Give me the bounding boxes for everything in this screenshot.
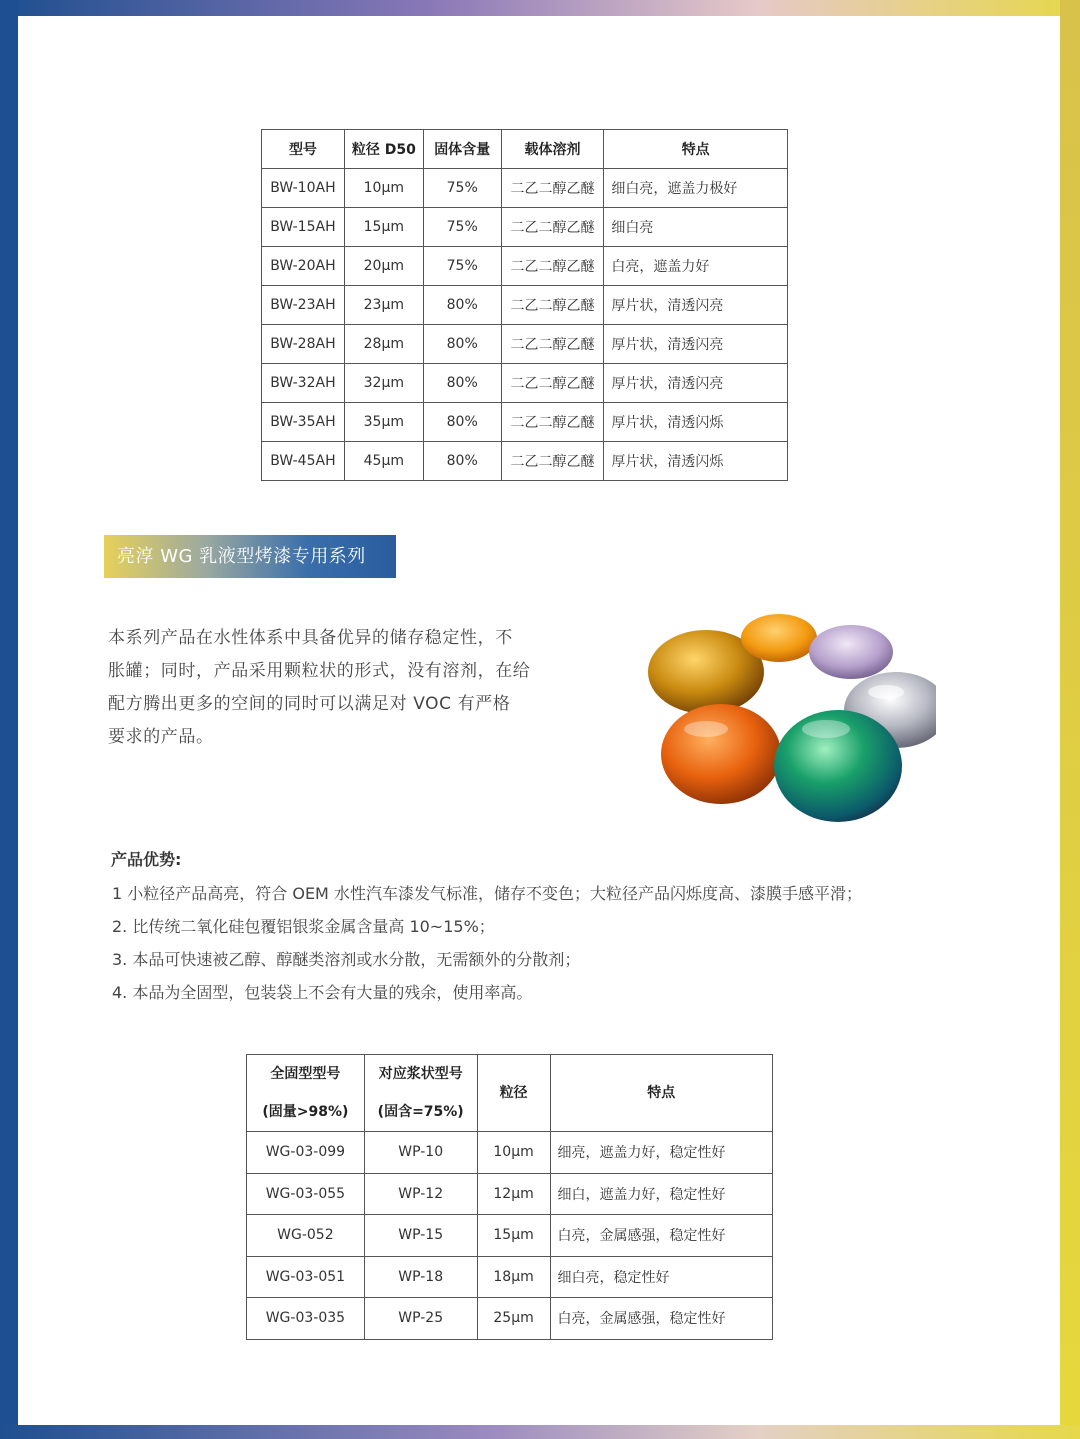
table-cell: 二乙二醇乙醚 <box>501 325 604 364</box>
disc-highlight <box>802 720 850 738</box>
table-cell: 75% <box>423 169 501 208</box>
intro-line: 要求的产品。 <box>108 727 214 747</box>
table-cell: 细白亮，稳定性好 <box>550 1256 772 1298</box>
table-cell: 23μm <box>344 286 423 325</box>
header-paste-model <box>364 1055 477 1132</box>
table-cell: WP-12 <box>364 1173 477 1215</box>
table-cell: 细白亮 <box>604 208 788 247</box>
table-cell: 细白，遮盖力好，稳定性好 <box>550 1173 772 1215</box>
header-particle-size: 粒径 <box>477 1055 550 1132</box>
wg-spec-table <box>246 1054 773 1340</box>
table-row <box>262 442 788 481</box>
table-cell: 80% <box>423 286 501 325</box>
table-row <box>247 1132 773 1174</box>
advantages-list <box>112 877 1032 1009</box>
table-cell: 45μm <box>344 442 423 481</box>
table-cell: WG-03-051 <box>247 1256 365 1298</box>
violet-disc <box>809 625 893 679</box>
table-header-row <box>262 130 788 169</box>
header-line: (固含=75%) <box>377 1104 464 1120</box>
disc-highlight <box>868 685 904 699</box>
table-cell: WG-03-099 <box>247 1132 365 1174</box>
table-cell: 二乙二醇乙醚 <box>501 403 604 442</box>
table-cell: WP-10 <box>364 1132 477 1174</box>
table-cell: WP-25 <box>364 1298 477 1340</box>
pigment-discs-image <box>636 604 936 824</box>
table-cell: BW-28AH <box>262 325 345 364</box>
table-cell: 18μm <box>477 1256 550 1298</box>
table-cell: 二乙二醇乙醚 <box>501 286 604 325</box>
table-cell: 白亮，遮盖力好 <box>604 247 788 286</box>
table-cell: WP-15 <box>364 1215 477 1257</box>
table-cell: 二乙二醇乙醚 <box>501 247 604 286</box>
section-banner: 亮淳 WG 乳液型烤漆专用系列 <box>104 535 396 578</box>
table-cell: 二乙二醇乙醚 <box>501 208 604 247</box>
table-cell: 10μm <box>344 169 423 208</box>
intro-line: 本系列产品在水性体系中具备优异的储存稳定性，不 <box>108 628 513 648</box>
table-cell: 白亮，金属感强，稳定性好 <box>550 1215 772 1257</box>
header-features: 特点 <box>604 130 788 169</box>
table-cell: 80% <box>423 403 501 442</box>
table-cell: WG-052 <box>247 1215 365 1257</box>
table-cell: WP-18 <box>364 1256 477 1298</box>
header-line: (固量>98%) <box>262 1104 349 1120</box>
table-cell: 白亮，金属感强，稳定性好 <box>550 1298 772 1340</box>
table-cell: 12μm <box>477 1173 550 1215</box>
table-cell: 10μm <box>477 1132 550 1174</box>
frame-left-border <box>0 0 18 1439</box>
table-cell: 15μm <box>344 208 423 247</box>
table-cell: 二乙二醇乙醚 <box>501 442 604 481</box>
table-cell: 厚片状，清透闪亮 <box>604 325 788 364</box>
frame-top-border <box>0 0 1080 16</box>
table-row <box>247 1256 773 1298</box>
header-particle-size: 粒径 D50 <box>344 130 423 169</box>
table-cell: 80% <box>423 442 501 481</box>
table-cell: 细白亮，遮盖力极好 <box>604 169 788 208</box>
table-row <box>262 169 788 208</box>
header-solvent: 载体溶剂 <box>501 130 604 169</box>
table-cell: WG-03-055 <box>247 1173 365 1215</box>
table-cell: BW-15AH <box>262 208 345 247</box>
disc-highlight <box>684 721 728 737</box>
table-row <box>262 247 788 286</box>
table-cell: 35μm <box>344 403 423 442</box>
bw-spec-table <box>261 129 788 481</box>
table-cell: BW-20AH <box>262 247 345 286</box>
header-line: 全固型型号 <box>270 1066 341 1082</box>
orange-disc <box>661 704 781 804</box>
table-cell: BW-45AH <box>262 442 345 481</box>
table-cell: BW-10AH <box>262 169 345 208</box>
table-cell: 15μm <box>477 1215 550 1257</box>
header-solid-content: 固体含量 <box>423 130 501 169</box>
advantage-item: 4. 本品为全固型，包装袋上不会有大量的残余，使用率高。 <box>112 983 533 1002</box>
table-cell: 28μm <box>344 325 423 364</box>
intro-line: 胀罐；同时，产品采用颗粒状的形式，没有溶剂，在给 <box>108 661 531 681</box>
table-cell: BW-23AH <box>262 286 345 325</box>
section-intro <box>108 622 548 754</box>
table-cell: BW-35AH <box>262 403 345 442</box>
frame-bottom-border <box>0 1425 1080 1439</box>
advantage-item: 2. 比传统二氧化硅包覆铝银浆金属含量高 10~15%； <box>112 917 495 936</box>
table-cell: 20μm <box>344 247 423 286</box>
table-row <box>262 208 788 247</box>
table-header-row <box>247 1055 773 1132</box>
header-features: 特点 <box>550 1055 772 1132</box>
advantage-item: 1 小粒径产品高亮，符合 OEM 水性汽车漆发气标准，储存不变色；大粒径产品闪烁度高、漆膜手感平滑； <box>112 884 862 903</box>
table-cell: 80% <box>423 325 501 364</box>
table-cell: 25μm <box>477 1298 550 1340</box>
amber-disc <box>741 614 817 662</box>
advantage-item: 3. 本品可快速被乙醇、醇醚类溶剂或水分散，无需额外的分散剂； <box>112 950 581 969</box>
page-sheet <box>18 16 1060 1425</box>
header-model: 型号 <box>262 130 345 169</box>
table-cell: WG-03-035 <box>247 1298 365 1340</box>
table-cell: BW-32AH <box>262 364 345 403</box>
table-cell: 75% <box>423 247 501 286</box>
table-cell: 厚片状，清透闪亮 <box>604 286 788 325</box>
frame-right-border <box>1060 0 1080 1439</box>
table-cell: 75% <box>423 208 501 247</box>
advantages-title: 产品优势: <box>111 850 182 869</box>
header-line: 对应浆状型号 <box>378 1066 463 1082</box>
table-cell: 二乙二醇乙醚 <box>501 169 604 208</box>
table-row <box>262 364 788 403</box>
table-cell: 80% <box>423 364 501 403</box>
table-cell: 厚片状，清透闪烁 <box>604 442 788 481</box>
table-cell: 厚片状，清透闪烁 <box>604 403 788 442</box>
intro-line: 配方腾出更多的空间的同时可以满足对 VOC 有严格 <box>108 694 511 714</box>
table-cell: 厚片状，清透闪亮 <box>604 364 788 403</box>
table-row <box>262 403 788 442</box>
table-cell: 细亮，遮盖力好，稳定性好 <box>550 1132 772 1174</box>
table-row <box>262 286 788 325</box>
table-cell: 32μm <box>344 364 423 403</box>
table-row <box>247 1215 773 1257</box>
table-row <box>262 325 788 364</box>
header-solid-model <box>247 1055 365 1132</box>
table-row <box>247 1173 773 1215</box>
table-row <box>247 1298 773 1340</box>
table-cell: 二乙二醇乙醚 <box>501 364 604 403</box>
